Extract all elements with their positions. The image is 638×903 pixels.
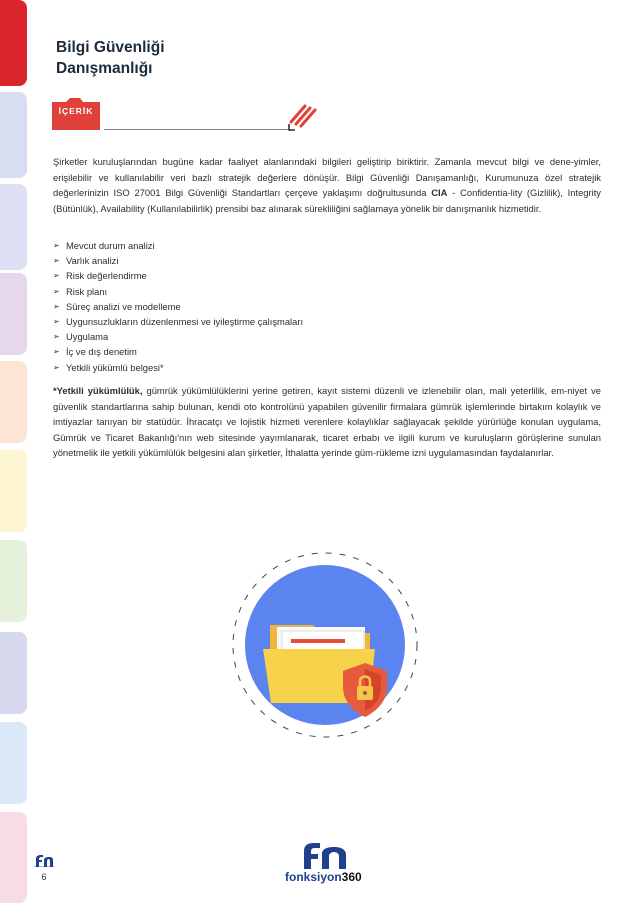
- side-tab: [0, 92, 27, 178]
- arrow-bullet-icon: ➢: [53, 362, 60, 372]
- side-tab: [0, 450, 27, 532]
- list-item-label: Varlık analizi: [66, 255, 119, 267]
- list-item-label: Süreç analizi ve modelleme: [66, 300, 181, 312]
- list-item: [53, 253, 303, 268]
- list-item: [53, 268, 303, 283]
- side-tab: [0, 361, 27, 443]
- footnote-bold: *Yetkili yükümlülük,: [53, 385, 143, 396]
- secure-folder-shield-lock-icon: [225, 545, 425, 745]
- arrow-bullet-icon: ➢: [53, 286, 60, 296]
- service-list: [53, 238, 303, 375]
- list-item: [53, 299, 303, 314]
- side-tab: [0, 722, 27, 804]
- list-item-label: Mevcut durum analizi: [66, 240, 155, 251]
- list-item-label: Risk planı: [66, 285, 108, 297]
- intro-text: Şirketler kuruluşlarından bugüne kadar faaliyet alanlarındaki bilgileri geliştirip biriktirir. Zamanla mevcut bilgi ve dene-yimler, erişilebilir ve kullanılabilir veri bazlı stratejik değerlere dönüşür. Bilgi Güvenliği Danışamanlığı, Kurumunuza özel stratejik değerlerinizin ISO 27001 Bilgi Güvenliği Standartları çerçeve yaklaşımı doğrultusunda: [53, 156, 601, 199]
- intro-paragraph: [53, 154, 601, 216]
- page-title: [56, 37, 356, 79]
- section-divider: [104, 129, 292, 130]
- title-line-2: Danışmanlığı: [56, 60, 153, 77]
- footnote-paragraph: [53, 383, 601, 461]
- arrow-bullet-icon: ➢: [53, 347, 60, 357]
- side-tab: [0, 0, 27, 86]
- list-item-label: Uygunsuzlukların düzenlenmesi ve iyileştirme çalışmaları: [66, 316, 304, 328]
- fonksiyon-fn-logo-icon: [300, 843, 360, 869]
- list-item: [53, 284, 303, 299]
- title-line-1: Bilgi Güvenliği: [56, 39, 165, 56]
- section-tag: [52, 98, 100, 130]
- side-tab: [0, 184, 27, 270]
- pencil-strokes-icon: [285, 100, 319, 134]
- side-tab: [0, 812, 27, 903]
- page-number-block: [34, 855, 54, 885]
- list-item-label: Yetkili yükümlü belgesi*: [66, 361, 164, 373]
- side-tab: [0, 632, 27, 714]
- list-item-label: İç ve dış denetim: [66, 346, 137, 358]
- list-item-label: Risk değerlendirme: [66, 270, 147, 282]
- page-number: 6: [41, 872, 47, 882]
- list-item-label: Uygulama: [66, 331, 109, 343]
- fn-small-logo-icon: [34, 855, 54, 867]
- brand-main: fonksiyon: [285, 870, 342, 884]
- list-item: [53, 238, 303, 253]
- footnote-text: gümrük yükümlülüklerini yerine getiren, kayıt sistemi düzenli ve izlenebilir olan, mali yeterlilik, em-niyet ve güvenlik standartlarına sahip bulunan, kendi oto kontrolünü yapabilen güvenilir firmalara gümrük işlemlerinde birtakım kolaylık ve imtiyazlar tanıyan bir statüdür. İhracatçı ve lojistik hizmeti verenlere kolaylıklar sağlayacak şekilde yürürlüğe konulan uygulama, Gümrük ve Ticaret Bakanlığı'nın web sitesinde yayımlanarak, ticaret erbabı ve ilgili kurum ve kuruluşların görüşlerine sunulan yönetmelik ile yetkili yükümlülük belgesini alan şirketler, İthalatta yerinde güm-rükleme izni uygulamasından faydalanırlar.: [53, 385, 601, 459]
- brand-name: [285, 870, 362, 884]
- list-item: [53, 329, 303, 344]
- arrow-bullet-icon: ➢: [53, 317, 60, 327]
- intro-bold: CIA: [431, 187, 448, 199]
- section-tag-label: İÇERİK: [58, 106, 94, 116]
- arrow-bullet-icon: ➢: [53, 256, 60, 266]
- brand-number: 360: [341, 870, 362, 884]
- brand-logo: [285, 843, 375, 885]
- side-tab: [0, 540, 27, 622]
- arrow-bullet-icon: ➢: [53, 301, 60, 311]
- arrow-bullet-icon: ➢: [53, 332, 60, 342]
- arrow-bullet-icon: ➢: [53, 271, 60, 281]
- list-item: [53, 360, 303, 375]
- side-tab: [0, 273, 27, 355]
- list-item: [53, 314, 303, 329]
- arrow-bullet-icon: ➢: [53, 241, 60, 250]
- intro-text: - Confidentia-lity (Gizlilik), Integrity (Bütünlük), Availability (Kullanılabilirlik) prensibi baz alınarak sürekliliğini sağlamaya yönelik bir danışmanlık hizmetidir.: [53, 187, 601, 214]
- list-item: [53, 344, 303, 359]
- side-color-tabs: [0, 0, 30, 903]
